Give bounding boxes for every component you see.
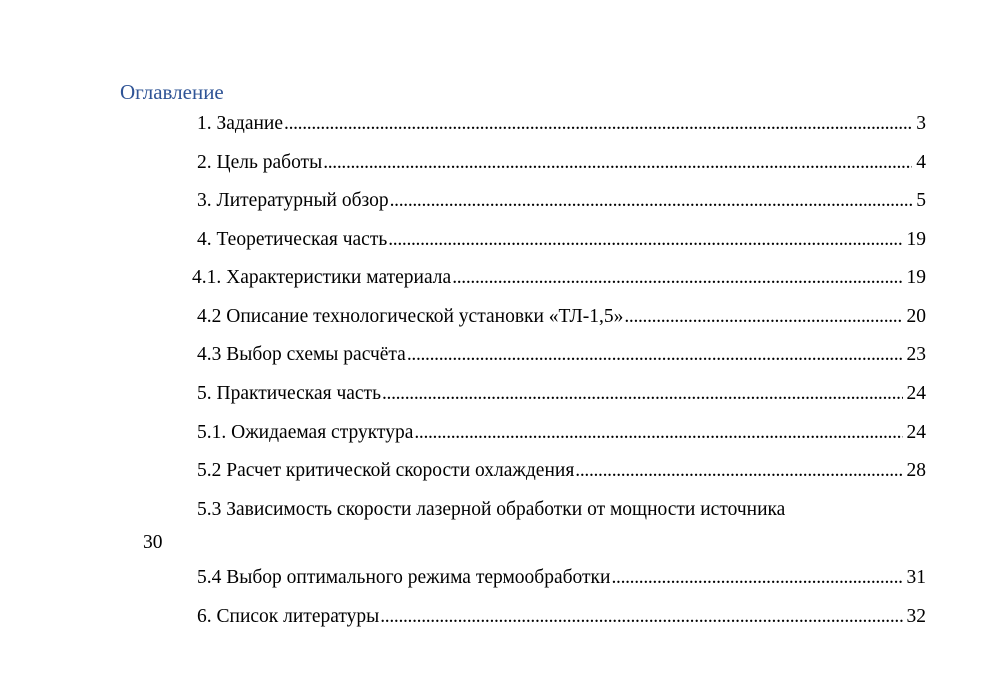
dot-leader bbox=[451, 262, 902, 294]
toc-entry-page: 28 bbox=[906, 460, 926, 481]
toc-entry-page: 19 bbox=[906, 229, 926, 250]
toc-entry-page: 24 bbox=[906, 422, 926, 443]
toc-entry-label: 5.3 Зависимость скорости лазерной обработки от мощности источника bbox=[197, 499, 786, 520]
dot-leader bbox=[610, 562, 902, 594]
toc-entry-label: 2. Цель работы bbox=[197, 152, 323, 173]
toc-entry-page: 3 bbox=[916, 113, 926, 134]
toc-entry-label: 1. Задание bbox=[197, 113, 284, 134]
dot-leader bbox=[322, 147, 912, 179]
toc-entry-page: 24 bbox=[906, 383, 926, 404]
toc-entry-page: 32 bbox=[906, 606, 926, 627]
toc-entry-installation[interactable] bbox=[0, 301, 1000, 333]
toc-entry-label: 5. Практическая часть bbox=[197, 383, 381, 404]
toc-entry-material-properties[interactable] bbox=[0, 262, 1000, 294]
dot-leader bbox=[381, 378, 903, 410]
toc-entry-page: 31 bbox=[906, 567, 926, 588]
dot-leader bbox=[574, 455, 902, 487]
toc-entry-goal[interactable] bbox=[0, 147, 1000, 179]
toc-entry-cooling-rate[interactable] bbox=[0, 455, 1000, 487]
dot-leader bbox=[387, 224, 902, 256]
toc-heading: Оглавление bbox=[120, 80, 224, 104]
toc-entry-laser-dependency[interactable] bbox=[0, 494, 1000, 560]
toc-entry-label: 4.2 Описание технологической установки «ТЛ-1,5» bbox=[197, 306, 624, 327]
toc-entry-page: 4 bbox=[916, 152, 926, 173]
dot-leader bbox=[623, 301, 902, 333]
toc-entry-optimal-mode[interactable] bbox=[0, 562, 1000, 594]
dot-leader bbox=[379, 601, 902, 633]
toc-entry-label: 5.1. Ожидаемая структура bbox=[197, 422, 414, 443]
toc-entry-label: 4. Теоретическая часть bbox=[197, 229, 388, 250]
toc-entry-references[interactable] bbox=[0, 601, 1000, 633]
dot-leader bbox=[406, 339, 903, 371]
toc-entry-expected-structure[interactable] bbox=[0, 417, 1000, 449]
dot-leader bbox=[283, 108, 912, 140]
toc-entry-page: 23 bbox=[906, 344, 926, 365]
toc-entry-label: 3. Литературный обзор bbox=[197, 190, 389, 211]
toc-entry-page: 5 bbox=[916, 190, 926, 211]
toc-entry-label: 5.2 Расчет критической скорости охлаждения bbox=[197, 460, 575, 481]
dot-leader bbox=[413, 417, 902, 449]
toc-entry-page: 19 bbox=[906, 267, 926, 288]
toc-entry-theory[interactable] bbox=[0, 224, 1000, 256]
toc-entry-literature-review[interactable] bbox=[0, 185, 1000, 217]
toc-entry-label: 4.1. Характеристики материала bbox=[192, 267, 452, 288]
toc-entry-label: 6. Список литературы bbox=[197, 606, 380, 627]
toc-entry-label: 5.4 Выбор оптимального режима термообработки bbox=[197, 567, 611, 588]
toc-entry-page: 30 bbox=[143, 532, 163, 553]
toc-entry-label: 4.3 Выбор схемы расчёта bbox=[197, 344, 406, 365]
toc-entry-page: 20 bbox=[906, 306, 926, 327]
toc-entry-zadanie[interactable] bbox=[0, 108, 1000, 140]
toc-entry-practice[interactable] bbox=[0, 378, 1000, 410]
dot-leader bbox=[389, 185, 913, 217]
toc-entry-calculation-scheme[interactable] bbox=[0, 339, 1000, 371]
